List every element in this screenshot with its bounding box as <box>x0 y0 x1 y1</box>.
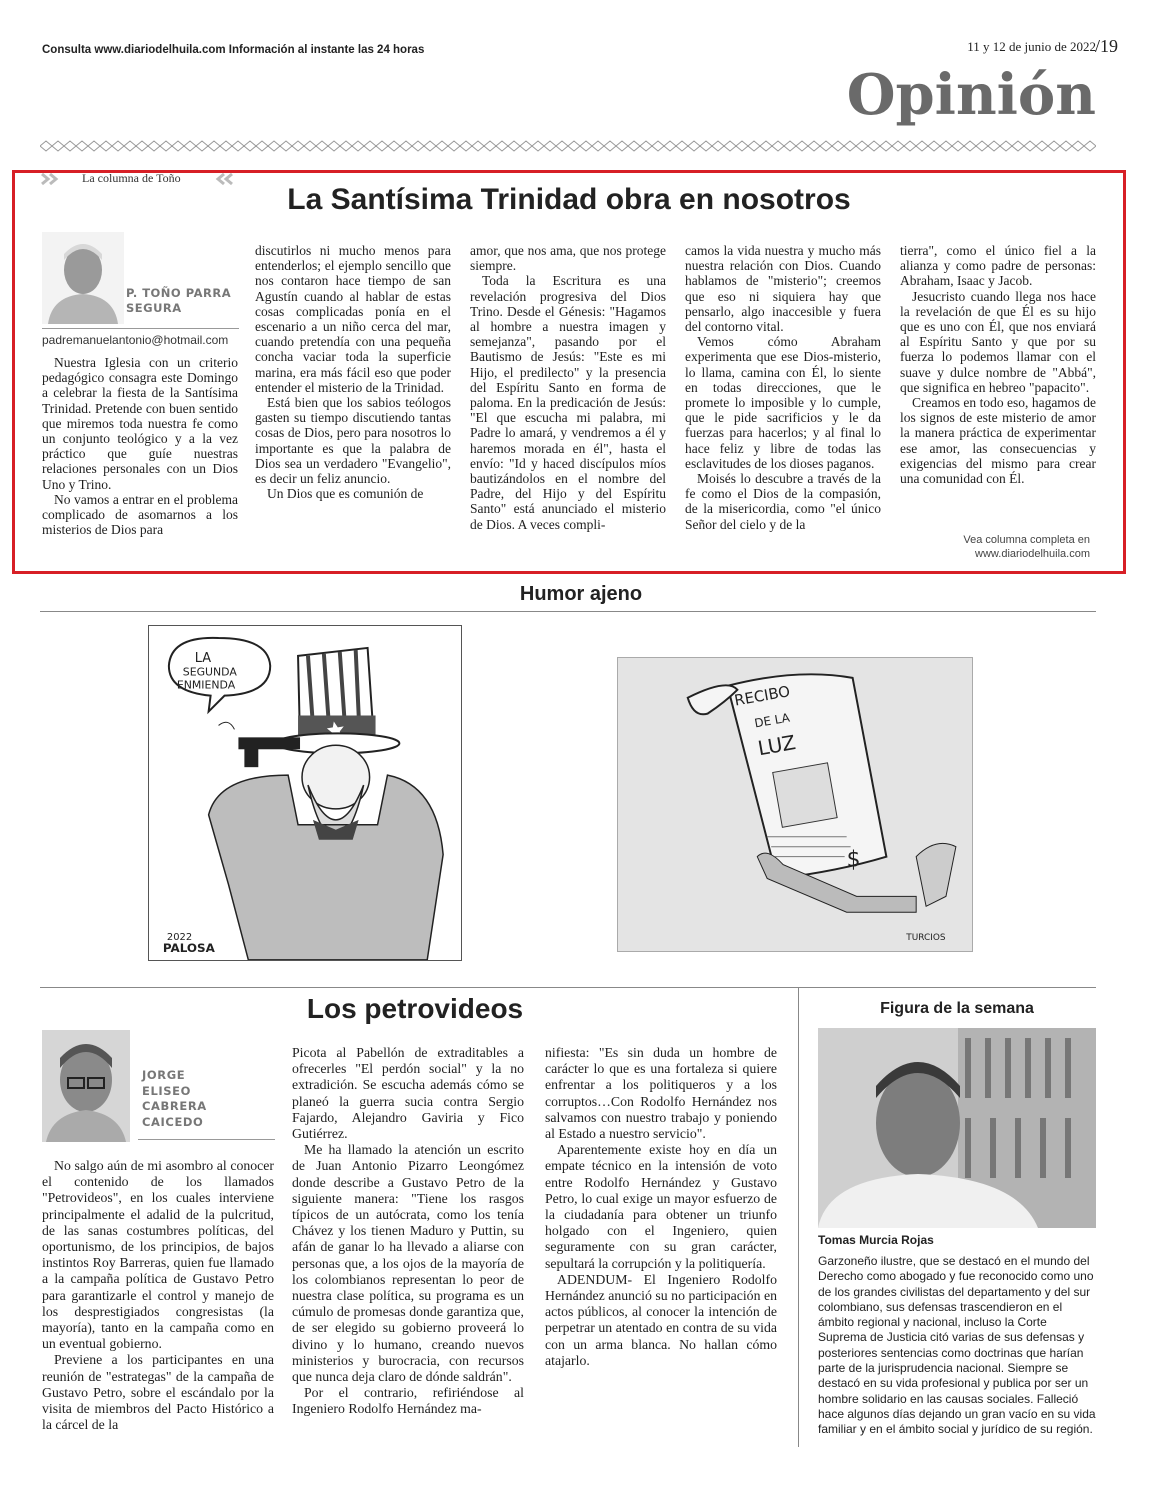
vertical-divider <box>798 987 799 1447</box>
paragraph: ADENDUM- El Ingeniero Rodolfo Hernández anunció su no participación en actos públicos, al conocer la intención de perpetrar un atentado en contra de su vida con un arma blanca. No hallan cómo atajarlo. <box>545 1271 777 1368</box>
paragraph: Me ha llamado la atención un escrito de Juan Antonio Pizarro Leongómez donde describe a Gustavo Petro de la siguiente manera: "Tiene los rasgos típicos de un autócrata, como los tenía Chávez y los tienen Maduro y Puttin, su afán de ganar lo ha llevado a aliarse con personas que, a los ojos de la mayoría de los colombianos representan lo peor de nuestra clase política, su programa es un cúmulo de promesas donde garantiza que, de ser elegido su gobierno proveerá lo divino y lo humano, creando nuevos ministerios y burocracia, con recursos que nunca deja claro de dónde saldrán". <box>292 1142 524 1385</box>
divider <box>40 987 1096 988</box>
author-photo <box>42 232 124 324</box>
balloon-text: ENMIENDA <box>176 678 236 692</box>
divider <box>42 328 239 329</box>
author-byline: P. TOÑO PARRA SEGURA <box>126 286 232 315</box>
text-column-3 <box>470 243 666 532</box>
text-column-4 <box>685 243 881 532</box>
decorative-zigzag-border <box>40 139 1096 153</box>
paragraph: Está bien que los sabios teólogos gasten su tiempo discutiendo tantas cosas de Dios, pero para nosotros lo importante es que la palabra de Dios sea un verdadero "Evangelio", es decir un feliz anuncio. <box>255 395 451 487</box>
text-column-1 <box>42 1158 274 1433</box>
issue-date: 11 y 12 de junio de 2022 <box>967 39 1096 54</box>
receipt-title: LUZ <box>756 731 798 761</box>
author-byline: JORGE ELISEO CABRERA CAICEDO <box>142 1068 207 1129</box>
cartoon-signature: TURCIOS <box>906 933 946 944</box>
article-headline: La Santísima Trinidad obra en nosotros <box>287 183 851 216</box>
paragraph: Vemos cómo Abraham experimenta que ese Dios-misterio, lo llama, camina con Él, lo siente en todas direcciones, que le promete lo imposible y lo cumple, que le pide sacrificios y le da fuerzas para hacerlos; y al final lo hace feliz y libre de todas las esclavitudes de los dioses paganos. <box>685 334 881 471</box>
text-column-3 <box>545 1045 777 1369</box>
paragraph: discutirlos ni mucho menos para entenderlos; el ejemplo sencillo que nos contaron hace tiempo de san Agustín cuando al hablar de estas cosas complicadas ponía en el escenario a un niño cerca del mar, cuando pretendía con una pequeña concha vaciar toda la superficie marina, era más fácil eso que poder entender el misterio de la Trinidad. <box>255 243 451 395</box>
paragraph: Nuestra Iglesia con un criterio pedagógico consagra este Domingo a celebrar la fiesta de la Santísima Trinidad. Pretende con buen sentido que miremos toda nuestra fe como un conjunto teológico y a la vez práctico que guíe nuestras relaciones personales con un Dios Uno y Trino. <box>42 355 238 492</box>
paragraph: Toda la Escritura es una revelación progresiva del Dios Trino. Desde el Génesis: "Hagamos al hombre a nuestra imagen y semejanza", pasando por el Bautismo de Jesús: "Este es mi Hijo, el predilecto" y la presencia del Espíritu Santo en forma de paloma. En la predicación de Jesús: "El que escucha mi palabra, mi Padre lo amará, y vendremos a él y haremos morada en él", hasta el envío: "Id y haced discípulos míos bautizándolos en el nombre del Padre, del Hijo y del Espíritu Santo" está anunciado el misterio de Dios. A veces compli- <box>470 273 666 532</box>
figure-of-week-title: Figura de la semana <box>880 1000 1034 1017</box>
author-photo <box>42 1030 130 1142</box>
paragraph: Creamos en todo eso, hagamos de los signos de este misterio de amor la manera práctica de experimentar ese amor, las consecuencias y exigencias del mismo para crear una comunidad con Él. <box>900 395 1096 487</box>
balloon-text: SEGUNDA <box>182 665 237 679</box>
cartoon-electricity-receipt <box>617 657 973 952</box>
article-headline: Los petrovideos <box>306 993 524 1024</box>
paragraph: nifiesta: "Es sin duda un hombre de carácter lo que es una fortaleza si quiere enfrentar a los politiqueros y a los corruptos…Con Rodolfo Hernández nos salvamos con nuestro trabajo y poniendo al Estado a nuestro servicio". <box>545 1045 777 1142</box>
cartoon-year: 2022 <box>166 932 193 944</box>
paragraph: No salgo aún de mi asombro al conocer el contenido de los llamados "Petrovideos", en los cuales interviene principalmente el adalid de la pulcritud, de las sanas costumbres políticas, del oportunismo, de los principios, de bajos instintos Roy Barreras, quien fue llamado a la campaña política de Gustavo Petro para garantizarle el control y manejo de los desprestigiados congresistas (la mayoría), tanto en la campaña como en un eventual gobierno. <box>42 1158 274 1352</box>
paragraph: Picota al Pabellón de extraditables a ofrecerles "El perdón social" y la no extradición. Se escucha además cómo se planeó la guerra sucia contra Sergio Fajardo, Alejandro Gaviria y Fico Gutiérrez. <box>292 1045 524 1142</box>
paragraph: Un Dios que es comunión de <box>267 486 424 502</box>
text-column-2 <box>255 243 451 501</box>
section-title: Opinión <box>846 62 1096 128</box>
divider <box>40 611 1096 612</box>
column-kicker: La columna de Toño <box>82 171 181 185</box>
figure-name: Tomas Murcia Rojas <box>818 1233 934 1247</box>
text-column-1 <box>42 355 238 537</box>
paragraph: amor, que nos ama, que nos protege siempre. <box>470 243 666 274</box>
author-email[interactable]: padremanuelantonio@hotmail.com <box>42 333 229 347</box>
paragraph: Aparentemente existe hoy en día un empate técnico en la intensión de voto entre Rodolfo Hernández y Gustavo Petro, lo cual exige un mayor esfuerzo de la ciudadanía para obtener un triunfo holgado con el Ingeniero, quien seguramente con su gran carácter, sepultará la corrupción y la politiquería. <box>545 1142 777 1271</box>
cartoon-uncle-sam <box>148 625 462 961</box>
humor-section-title: Humor ajeno <box>519 583 643 605</box>
figure-photo <box>818 1028 1096 1228</box>
receipt-title: DE LA <box>753 710 791 731</box>
paragraph: Previene a los participantes en una reunión de "estrategas" de la campaña de Gustavo Petro, sobre el escándalo por la visita de miembros del Pacto Histórico a la cárcel de la <box>42 1352 274 1433</box>
paragraph: Por el contrario, refiriéndose al Ingeniero Rodolfo Hernández ma- <box>292 1385 524 1417</box>
page-number: /19 <box>1094 36 1118 56</box>
paragraph: No vamos a entrar en el problema complicado de asomarnos a los misterios de Dios para <box>42 491 238 538</box>
read-more-note[interactable]: Vea columna completa en www.diariodelhuila.com <box>963 534 1090 560</box>
paragraph: Jesucristo cuando llega nos hace la revelación de que Él es su hijo que es uno con Él, que nos enviará al Espíritu Santo y que por su fuerza lo podemos llamar con el suave y dulce nombre de "Abbá", que significa en hebreo "papacito". <box>900 288 1096 395</box>
divider <box>138 1139 275 1140</box>
paragraph: tierra", como el único fiel a la alianza y como padre de personas: Abraham, Isaac y Jacob. <box>900 243 1096 289</box>
figure-description: Garzoneño ilustre, que se destacó en el mundo del Derecho como abogado y fue reconocido como uno de los grandes civilistas del departamento y del sur colombiano, sus defensas trascendieron en el ámbito regional y nacional, incluso la Corte Suprema de Justicia citó varias de sus defensas y posteriores sentencias como doctrinas que harían parte de la jurisprudencia nacional. Siempre se destacó en su vida profesional y publica por ser un hombre solidario en las causas sociales. Falleció hace algunos días dejando un gran vacío en su vida familiar y en el ámbito social y jurídico de su región. <box>818 1254 1096 1437</box>
text-column-2 <box>292 1045 524 1418</box>
dollar-icon: $ <box>846 847 861 873</box>
text-column-5 <box>900 243 1096 486</box>
balloon-text: LA <box>194 650 212 666</box>
cartoon-signature: PALOSA <box>162 940 215 955</box>
paragraph: camos la vida nuestra y mucho más nuestra relación con Dios. Cuando hablamos de "misterio"; creemos que eso ni siquiera hay que pensarlo, algo inaccesible y fuera del contorno vital. <box>685 243 881 335</box>
receipt-title: RECIBO <box>732 682 792 710</box>
paragraph: Moisés lo descubre a través de la fe como el Dios de la compasión, de la misericordia, como "el único Señor del cielo y de la <box>685 471 881 532</box>
masthead-strap: Consulta www.diariodelhuila.com Información al instante las 24 horas <box>42 44 425 56</box>
